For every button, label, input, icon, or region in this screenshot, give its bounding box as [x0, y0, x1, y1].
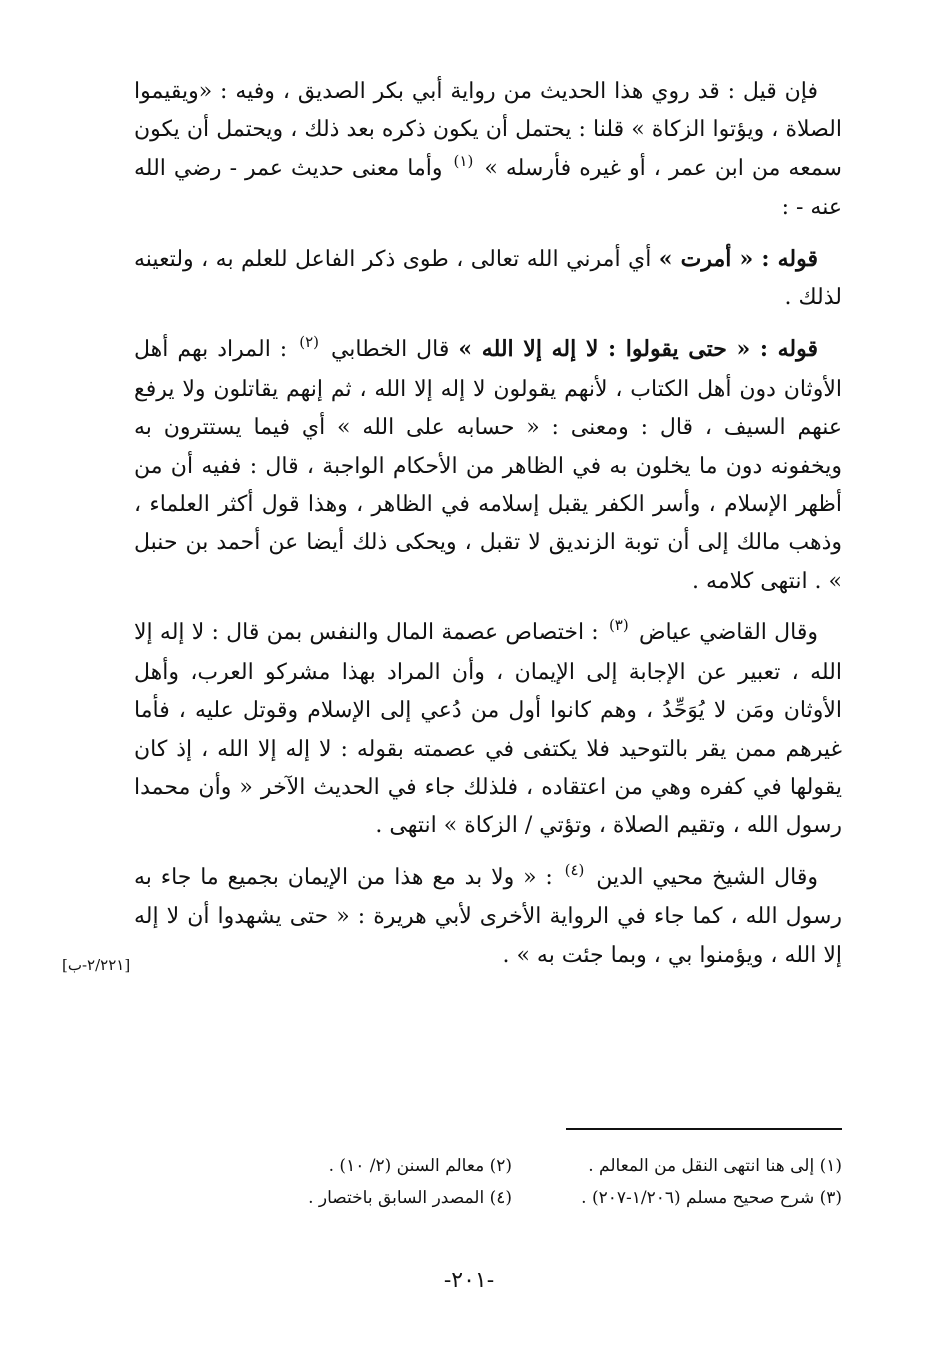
paragraph-continuation: : المراد بهم أهل الأوثان دون أهل الكتاب ، لأنهم يقولون لا إله إلا الله ، ثم إنهم يقاتلون ولا يرفع عنهم السيف ، قال : ومعنى : « حسابه على الله » أي فيما يستترون به ويخفونه دون ما يخلون به في الظاهر من الأحكام الواجبة ، قال : ففيه أن من أظهر الإسلام ، وأسر الكفر يقبل إسلامه في الظاهر ، وهذا قول أكثر العلماء ، وذهب مالك إلى أن توبة الزنديق لا تقبل ، ويحكى ذلك أيضا عن أحمد بن حنبل » . انتهى كلامه . [134, 337, 842, 594]
footnote-4: (٤) المصدر السابق باختصار . [308, 1188, 512, 1208]
paragraph-text: فإن قيل : قد روي هذا الحديث من رواية أبي بكر الصديق ، وفيه : «ويقيموا الصلاة ، ويؤتوا الزكاة » قلنا : يحتمل أن يكون ذكره بعد ذلك ، ويحتمل أن يكون سمعه من ابن عمر ، أو غيره فأرسله » [134, 79, 842, 181]
footnote-ref: (٣) [608, 616, 629, 635]
paragraph-2 [134, 240, 842, 319]
paragraph-5 [134, 858, 842, 975]
body-text [134, 72, 842, 987]
paragraph-continuation: وأما معنى حديث عمر - رضي الله عنه - : [134, 155, 842, 221]
footnotes [134, 1150, 842, 1214]
paragraph-1 [134, 72, 842, 228]
paragraph-text: أي أمرني الله تعالى ، طوى ذكر الفاعل للعلم به ، ولتعينه لذلك . [134, 246, 842, 311]
paragraph-lead: قوله : « حتى يقولوا : لا إله إلا الله » [458, 336, 819, 363]
footnote-row [134, 1150, 842, 1182]
footnote-ref: (٤) [564, 860, 585, 879]
footnote-ref: (١) [453, 151, 474, 170]
footnote-ref: (٢) [299, 333, 319, 352]
paragraph-lead: قوله : « أمرت » [658, 245, 818, 272]
folio-marker: [٢/٢٢١-ب] [62, 956, 131, 974]
paragraph-text: وقال الشيخ محيي الدين [596, 864, 818, 890]
footnote-ref [779, 281, 785, 299]
paragraph-text: وقال القاضي عياض [638, 620, 818, 646]
paragraph-text: قال الخطابي [330, 337, 450, 363]
footnote-3: (٣) شرح صحيح مسلم (١/٢٠٦-٢٠٧) . [581, 1188, 842, 1208]
footnote-1: (١) إلى هنا انتهى النقل من المعالم . [588, 1156, 842, 1176]
paragraph-4 [134, 613, 842, 845]
page-number: -٢٠١- [443, 1268, 495, 1293]
footnote-divider [566, 1128, 842, 1130]
paragraph-continuation: : اختصاص عصمة المال والنفس بمن قال : لا إله إلا الله ، تعبير عن الإجابة إلى الإيمان ، وأن المراد بهذا مشركو العرب، وأهل الأوثان ومَن لا يُوَحِّدُ ، وهم كانوا أول من دُعي إلى الإسلام وقوتل عليه ، فأما غيرهم ممن يقر بالتوحيد فلا يكتفى في عصمته بقوله : لا إله إلا الله ، إذ كان يقولها في كفره وهي من اعتقاده ، فلذلك جاء في الحديث الآخر « وأن محمدا رسول الله ، وتقيم الصلاة ، وتؤتي / الزكاة » انتهى . [134, 620, 842, 839]
footnote-2: (٢) معالم السنن (٢/ ١٠) . [328, 1156, 512, 1176]
paragraph-3 [134, 330, 842, 601]
paragraph-continuation: : « ولا بد مع هذا من الإيمان بجميع ما جاء به رسول الله ، كما جاء في الرواية الأخرى لأبي هريرة : « حتى يشهدوا أن لا إله إلا الله ، ويؤمنوا بي ، وبما جئت به » . [134, 864, 842, 968]
footnote-row [134, 1182, 842, 1214]
